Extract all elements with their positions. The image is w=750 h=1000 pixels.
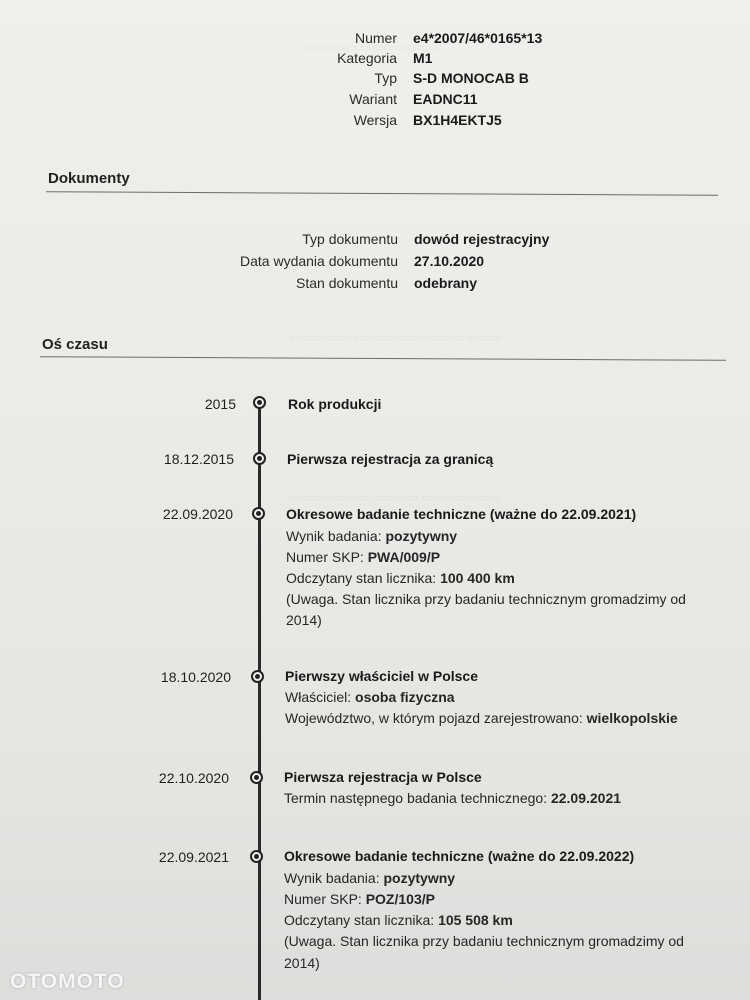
vehicle-value: M1 xyxy=(413,50,433,66)
event-title: Pierwsza rejestracja w Polsce xyxy=(284,769,482,785)
timeline-dot-icon xyxy=(250,771,263,784)
event-date: 22.10.2020 xyxy=(158,770,229,786)
event-title: Okresowe badanie techniczne (ważne do 22.09.2022) xyxy=(284,848,635,864)
document-value: 27.10.2020 xyxy=(414,253,485,269)
event-detail: Numer SKP: POZ/103/P xyxy=(284,891,435,907)
bleed-through-text xyxy=(290,490,501,504)
timeline-dot-icon xyxy=(250,850,263,863)
event-title: Pierwsza rejestracja za granicą xyxy=(287,451,494,467)
event-date: 22.09.2020 xyxy=(162,506,233,522)
event-note: 2014) xyxy=(286,612,322,628)
event-detail: Wynik badania: pozytywny xyxy=(286,528,458,544)
timeline-dot-icon xyxy=(253,396,266,409)
vehicle-label: Wersja xyxy=(353,112,397,128)
vehicle-label: Typ xyxy=(374,70,397,86)
vehicle-value: e4*2007/46*0165*13 xyxy=(413,30,543,46)
documents-divider xyxy=(46,191,718,196)
event-note: 2014) xyxy=(284,955,320,971)
vehicle-label: Numer xyxy=(354,30,397,46)
event-detail: Województwo, w którym pojazd zarejestrowano: wielkopolskie xyxy=(285,710,678,726)
document-value: dowód rejestracyjny xyxy=(414,231,550,247)
event-note: (Uwaga. Stan licznika przy badaniu technicznym gromadzimy od xyxy=(284,933,684,949)
document-value: odebrany xyxy=(414,275,478,291)
vehicle-value: EADNC11 xyxy=(413,91,478,107)
document-label: Typ dokumentu xyxy=(302,231,398,247)
event-detail: Numer SKP: PWA/009/P xyxy=(286,549,441,565)
event-title: Rok produkcji xyxy=(288,396,382,412)
event-detail: Odczytany stan licznika: 100 400 km xyxy=(286,570,515,586)
vehicle-value: BX1H4EKTJ5 xyxy=(413,112,502,128)
vehicle-value: S-D MONOCAB B xyxy=(413,70,529,86)
timeline-line xyxy=(258,402,261,1000)
vehicle-label: Kategoria xyxy=(337,50,397,66)
event-note: (Uwaga. Stan licznika przy badaniu technicznym gromadzimy od xyxy=(286,591,686,607)
timeline-dot-icon xyxy=(251,670,264,683)
timeline-dot-icon xyxy=(252,507,265,520)
event-detail: Termin następnego badania technicznego: 22.09.2021 xyxy=(284,790,622,806)
event-title: Okresowe badanie techniczne (ważne do 22.09.2021) xyxy=(286,506,637,522)
event-date: 18.10.2020 xyxy=(160,669,231,685)
document-label: Data wydania dokumentu xyxy=(240,253,398,269)
event-title: Pierwszy właściciel w Polsce xyxy=(285,668,478,684)
timeline-title: Oś czasu xyxy=(42,336,108,353)
bleed-through-text xyxy=(290,330,501,344)
document-label: Stan dokumentu xyxy=(296,275,398,291)
event-detail: Wynik badania: pozytywny xyxy=(284,870,456,886)
otomoto-watermark-logo: OTOMOTO xyxy=(10,970,125,993)
event-detail: Właściciel: osoba fizyczna xyxy=(285,689,455,705)
vehicle-label: Wariant xyxy=(349,91,397,107)
event-date: 22.09.2021 xyxy=(158,849,229,865)
timeline-divider xyxy=(40,356,726,361)
timeline-dot-icon xyxy=(253,452,266,465)
event-date: 18.12.2015 xyxy=(163,451,234,467)
event-detail: Odczytany stan licznika: 105 508 km xyxy=(284,912,513,928)
documents-title: Dokumenty xyxy=(48,170,130,187)
event-date: 2015 xyxy=(204,396,236,412)
